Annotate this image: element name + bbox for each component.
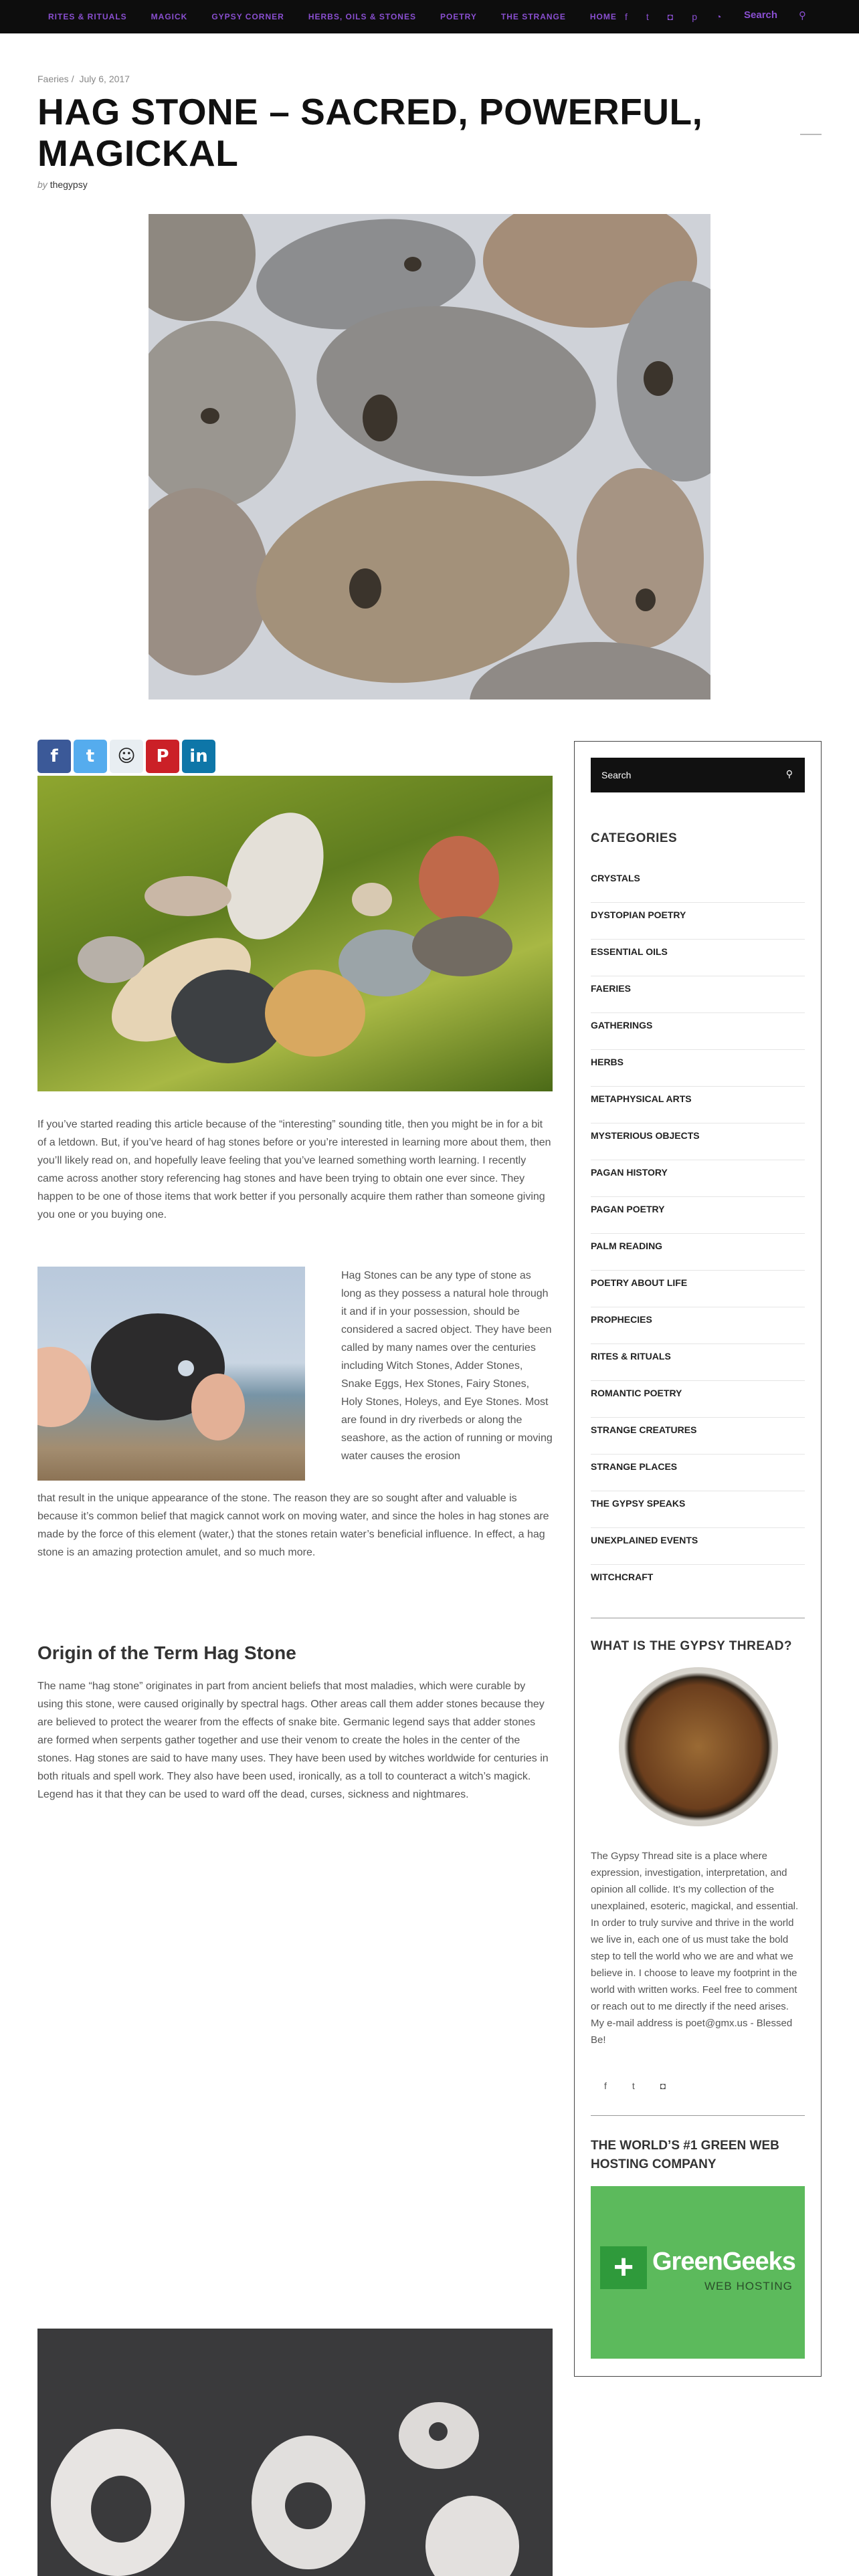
twitter-icon[interactable]: t — [632, 2080, 635, 2091]
section-heading-origin: Origin of the Term Hag Stone — [37, 1642, 296, 1663]
greengeeks-banner[interactable] — [591, 2186, 805, 2359]
banner-brand: GreenGeeks — [652, 2248, 795, 2276]
category-item[interactable]: PAGAN HISTORY — [591, 1160, 805, 1197]
share-buttons — [37, 740, 215, 773]
category-item[interactable]: STRANGE CREATURES — [591, 1418, 805, 1455]
sidebar — [574, 741, 822, 2377]
main-menu — [48, 0, 617, 33]
facebook-icon[interactable]: f — [625, 11, 628, 22]
category-item[interactable]: PROPHECIES — [591, 1307, 805, 1344]
category-item[interactable]: FAERIES — [591, 976, 805, 1013]
categories-title: CATEGORIES — [591, 831, 678, 845]
nav-poetry[interactable]: POETRY — [440, 12, 477, 21]
search-icon[interactable]: ⚲ — [785, 768, 793, 779]
category-item[interactable]: CRYSTALS — [591, 866, 805, 903]
sidebar-divider — [591, 2115, 805, 2116]
nav-rites-rituals[interactable]: RITES & RITUALS — [48, 12, 127, 21]
menu-toggle-icon[interactable] — [800, 134, 822, 135]
category-item[interactable]: DYSTOPIAN POETRY — [591, 903, 805, 940]
pinterest-share-icon[interactable]: P — [146, 740, 179, 773]
byline-prefix: by — [37, 179, 47, 190]
search-placeholder: Search — [601, 770, 632, 780]
rss-icon[interactable]: ◔ — [716, 11, 722, 22]
category-item[interactable]: PAGAN POETRY — [591, 1197, 805, 1234]
about-social-icons — [604, 2080, 666, 2091]
category-item[interactable]: GATHERINGS — [591, 1013, 805, 1050]
hag-stone-value-paragraph: that result in the unique appearance of the stone. The reason they are so sought after and valuable is because it’s common belief that magick cannot work on moving water, and since the holes in hag stones are made by the force of this element (water,) that the stones retain water’s beneficial influence. In effect, a hag stone is an amazing protection amulet, and so much more. — [37, 1493, 549, 1558]
post-author[interactable]: thegypsy — [50, 179, 88, 190]
instagram-icon[interactable]: ◘ — [667, 11, 674, 22]
category-item[interactable]: THE GYPSY SPEAKS — [591, 1491, 805, 1528]
nav-herbs-oils-stones[interactable]: HERBS, OILS & STONES — [308, 12, 416, 21]
twitter-share-icon[interactable]: t — [74, 740, 107, 773]
facebook-icon[interactable]: f — [604, 2080, 607, 2091]
post-date: July 6, 2017 — [79, 74, 130, 84]
post-meta — [37, 74, 130, 84]
category-item[interactable]: STRANGE PLACES — [591, 1455, 805, 1491]
category-item[interactable]: ROMANTIC POETRY — [591, 1381, 805, 1418]
nav-the-strange[interactable]: THE STRANGE — [500, 12, 566, 21]
top-search-link[interactable]: Search — [744, 9, 778, 21]
nav-magick[interactable]: MAGICK — [151, 12, 188, 21]
category-item[interactable]: RITES & RITUALS — [591, 1344, 805, 1381]
hero-image-hag-stones — [149, 214, 710, 700]
search-icon[interactable]: ⚲ — [799, 10, 806, 21]
top-social-icons — [625, 0, 722, 33]
reddit-share-icon[interactable]: ☺ — [110, 740, 143, 773]
hand-holding-stone-image — [37, 1267, 305, 1481]
category-item[interactable]: PALM READING — [591, 1234, 805, 1271]
post-byline — [37, 179, 88, 190]
hosting-title: THE WORLD’S #1 GREEN WEB HOSTING COMPANY — [591, 2139, 779, 2171]
sidebar-search-input[interactable] — [591, 758, 805, 792]
about-title: WHAT IS THE GYPSY THREAD? — [591, 1639, 793, 1653]
hag-stone-description-paragraph: Hag Stones can be any type of stone as long as they possess a natural hole through it and if in your possession, should be considered a sacred object. They have been called by many names over the centuries including Witch Stones, Adder Stones, Snake Eggs, Hex Stones, Fairy Stones, Holy Stones, Holeys, and Eye Stones. Most are found in dry riverbeds or along the seashore, as the action of running or moving water causes the erosion — [341, 1270, 553, 1462]
about-text: The Gypsy Thread site is a place where expression, investigation, interpretation, and opinion all collide. It’s my collection of the unexplained, esoteric, magickal, and essential. In order to truly survive and thrive in the world we live in, each one of us must take the bold step to tell the world who we are and what we believe in. I choose to leave my footprint in the world with written works. Feel free to comment or reach out to me directly if the need arises. My e-mail address is poet@gmx.us - Blessed Be! — [591, 1850, 799, 2046]
pentacle-emblem-image — [619, 1667, 778, 1826]
categories-list — [591, 866, 805, 1602]
category-item[interactable]: POETRY ABOUT LIFE — [591, 1271, 805, 1307]
twitter-icon[interactable]: t — [646, 11, 649, 22]
category-item[interactable]: WITCHCRAFT — [591, 1572, 654, 1582]
plus-icon: + — [600, 2246, 647, 2289]
stones-on-moss-image — [37, 776, 553, 1091]
linkedin-share-icon[interactable]: in — [182, 740, 215, 773]
category-item[interactable]: UNEXPLAINED EVENTS — [591, 1528, 805, 1565]
post-title: HAG STONE – SACRED, POWERFUL, MAGICKAL — [37, 91, 703, 174]
top-navigation-bar — [0, 0, 859, 33]
nav-home[interactable]: HOME — [589, 12, 617, 21]
pinterest-icon[interactable]: p — [692, 11, 698, 22]
white-rings-image — [37, 2329, 553, 2576]
meta-separator: / — [71, 74, 74, 84]
category-item[interactable]: MYSTERIOUS OBJECTS — [591, 1123, 805, 1160]
category-item[interactable]: ESSENTIAL OILS — [591, 940, 805, 976]
facebook-share-icon[interactable]: f — [37, 740, 71, 773]
post-category[interactable]: Faeries — [37, 74, 69, 84]
category-item[interactable]: HERBS — [591, 1050, 805, 1087]
category-item[interactable]: METAPHYSICAL ARTS — [591, 1087, 805, 1123]
intro-paragraph: If you’ve started reading this article because of the “interesting” sounding title, then you might be in for a bit of a letdown. But, if you’ve heard of hag stones before or you’re interested in learning more about them, then you’ll likely read on, and hopefully leave feeling that you’ve learned something worth learning. I recently came across another story referencing hag stones and have been trying to obtain one ever since. They happen to be one of those items that work better if you personally acquire them rather than someone giving you one or you buying one. — [37, 1119, 551, 1220]
nav-gypsy-corner[interactable]: GYPSY CORNER — [211, 12, 284, 21]
instagram-icon[interactable]: ◘ — [660, 2080, 666, 2091]
origin-paragraph: The name “hag stone” originates in part from ancient beliefs that most maladies, which were curable by using this stone, were caused originally by spectral hags. Other areas call them adder stones because they are believed to protect the wearer from the effects of snake bite. Germanic legend says that adder stones are formed when serpents gather together and use their venom to create the holes in the center of the stones. Hag stones are said to have many uses. They have been used by witches worldwide for centuries in both rituals and spell work. They also have been used, ironically, as a toll to counteract a witch’s magick. Legend has it that they can be used to ward off the dead, curses, sickness and nightmares. — [37, 1681, 549, 1800]
banner-subtitle: WEB HOSTING — [704, 2280, 793, 2292]
